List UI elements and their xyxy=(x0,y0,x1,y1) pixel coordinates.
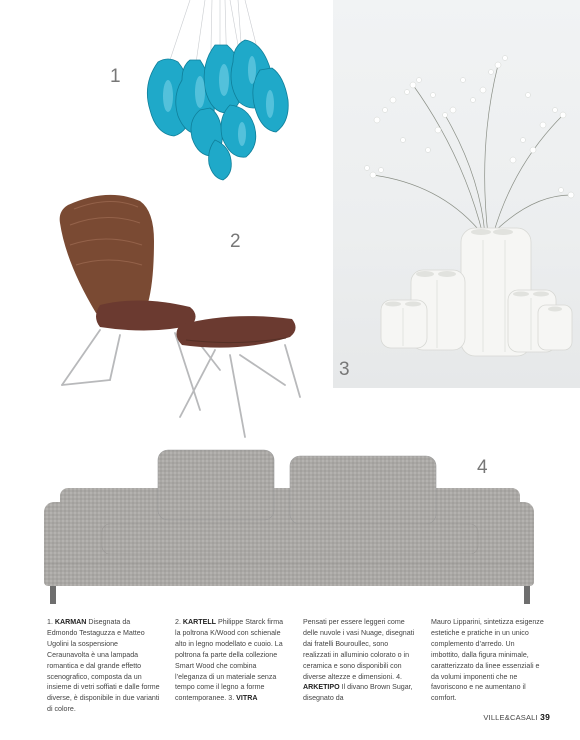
caption-number: 1. xyxy=(47,618,53,626)
caption-column-3 xyxy=(303,617,417,715)
caption-number: 3. xyxy=(228,694,235,703)
caption-brand: KARTELL xyxy=(182,618,217,626)
sofa-photo xyxy=(30,440,550,615)
photo-number-3: 3 xyxy=(339,359,350,380)
captions xyxy=(47,617,557,715)
caption-brand: KARMAN xyxy=(54,618,87,626)
caption-text: Il divano Brown Sugar, disegnato da xyxy=(303,683,413,703)
photo-number-4: 4 xyxy=(477,457,488,478)
caption-number: 2. xyxy=(175,618,181,626)
caption-text: Disegnata da Edmondo Testaguzza e Matteo Ugolini la sospensione Ceraunavolta è una lampada romantica e dal grande effetto scenografico, composta da un insieme di vetri soffiati e dalle forme diverse, è disponibile in due varianti di colore. xyxy=(47,618,160,714)
caption-brand: VITRA xyxy=(236,694,258,703)
caption-brand: ARKETIPO xyxy=(303,683,340,692)
caption-column-1 xyxy=(47,617,161,715)
chandelier-photo xyxy=(120,0,320,185)
page-number: 39 xyxy=(540,712,550,722)
caption-text: Mauro Lipparini, sintetizza esigenze estetiche e pratiche in un unico complemento d’arredo. Un imbottito, dalla figura minimale, caratterizzato da linee essenziali e da volumi imponenti che ne favoriscono e ne aumentano il comfort. xyxy=(431,618,544,703)
photo-number-2: 2 xyxy=(230,231,241,252)
vases-photo xyxy=(333,0,580,388)
photo-number-1: 1 xyxy=(110,66,121,87)
page-footer xyxy=(483,712,550,722)
caption-column-4 xyxy=(431,617,545,715)
caption-text: Pensati per essere leggeri come delle nuvole i vasi Nuage, disegnati dai fratelli Bouroullec, sono realizzati in alluminio colorato o in ceramica e sono disponibili con diverse altezze e dimensioni. xyxy=(303,618,415,681)
caption-column-2 xyxy=(175,617,289,715)
magazine-name: VILLE&CASALI xyxy=(483,713,538,722)
caption-text: Philippe Starck firma la poltrona K/Wood con schienale alto in legno modellato e cuoio. La poltrona fa parte della collezione Smart Wood che combina l’eleganza di un materiale senza tempo come il legno a forme contemporanee. xyxy=(175,618,284,703)
armchair-photo xyxy=(40,185,330,440)
caption-number: 4. xyxy=(396,672,402,681)
